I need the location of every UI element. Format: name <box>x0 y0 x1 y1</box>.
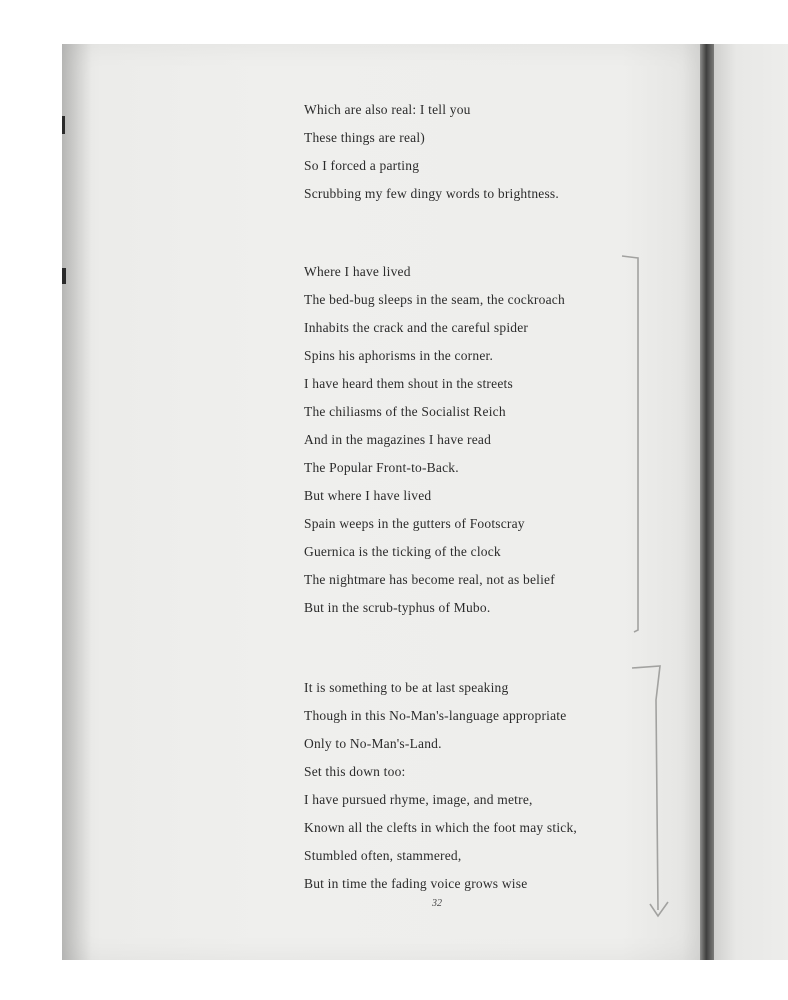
page-number: 32 <box>432 898 442 909</box>
pencil-arrow-head <box>650 902 668 916</box>
poem-line: But in the scrub-typhus of Mubo. <box>304 600 491 615</box>
poem-line: These things are real) <box>304 130 425 145</box>
poem-line: Set this down too: <box>304 764 406 779</box>
stanza-2 <box>304 258 684 622</box>
poem-line: It is something to be at last speaking <box>304 680 509 695</box>
poem-line: Inhabits the crack and the careful spider <box>304 320 529 335</box>
poem-line: But where I have lived <box>304 488 432 503</box>
poem-line: The nightmare has become real, not as belief <box>304 572 555 587</box>
poem-line: Spain weeps in the gutters of Footscray <box>304 516 525 531</box>
stanza-3 <box>304 674 684 898</box>
poem-line: The bed-bug sleeps in the seam, the cockroach <box>304 292 565 307</box>
poem-text <box>304 96 684 898</box>
poem-line: Only to No-Man's-Land. <box>304 736 442 751</box>
poem-line: Scrubbing my few dingy words to brightness. <box>304 186 559 201</box>
poem-line: Though in this No-Man's-language appropriate <box>304 708 567 723</box>
poem-line: I have pursued rhyme, image, and metre, <box>304 792 533 807</box>
poem-line: But in time the fading voice grows wise <box>304 876 528 891</box>
poem-line: Stumbled often, stammered, <box>304 848 462 863</box>
poem-line: The chiliasms of the Socialist Reich <box>304 404 506 419</box>
poem-line: Spins his aphorisms in the corner. <box>304 348 494 363</box>
poem-line: So I forced a parting <box>304 158 420 173</box>
poem-line: And in the magazines I have read <box>304 432 492 447</box>
stanza-1 <box>304 96 684 208</box>
poem-line: Which are also real: I tell you <box>304 102 471 117</box>
poem-line: Guernica is the ticking of the clock <box>304 544 501 559</box>
poem-line: The Popular Front-to-Back. <box>304 460 459 475</box>
poem-line: Where I have lived <box>304 264 411 279</box>
poem-line: Known all the clefts in which the foot may stick, <box>304 820 577 835</box>
poem-line: I have heard them shout in the streets <box>304 376 513 391</box>
